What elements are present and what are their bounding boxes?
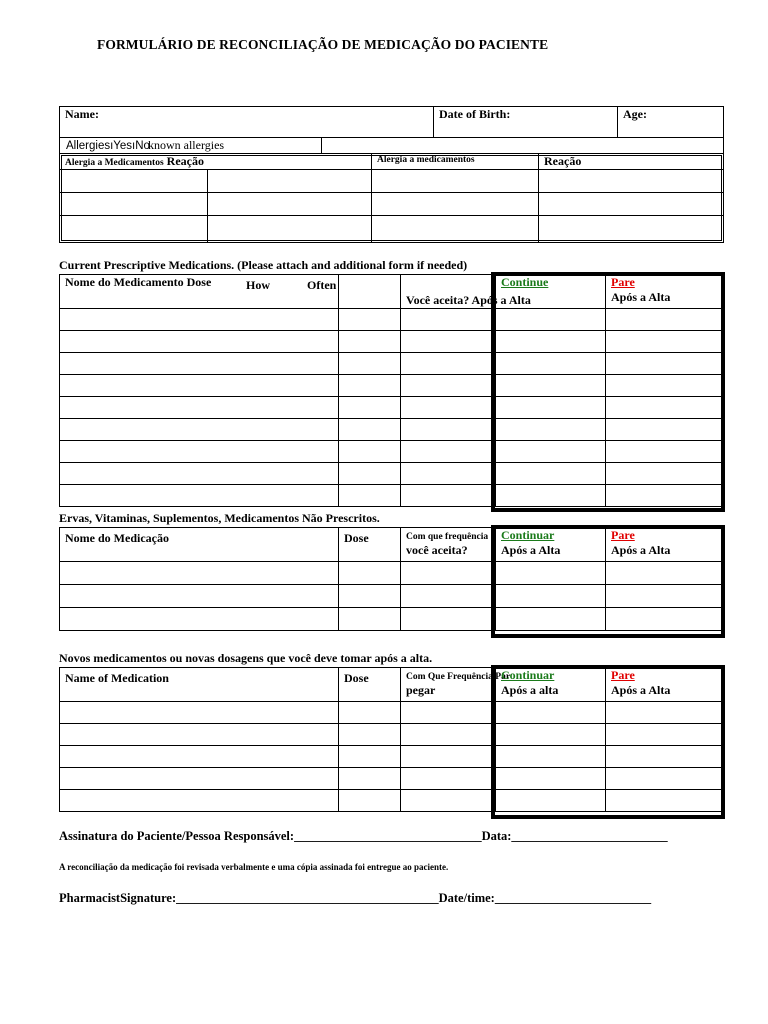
patient-info-table bbox=[59, 106, 724, 138]
entry-cell[interactable] bbox=[60, 702, 339, 724]
allergy-cell[interactable] bbox=[60, 216, 208, 243]
entry-cell[interactable] bbox=[60, 790, 339, 812]
otc-meds-table bbox=[59, 527, 724, 631]
age-field[interactable] bbox=[618, 107, 724, 138]
entry-cell[interactable] bbox=[339, 463, 401, 485]
entry-cell[interactable] bbox=[606, 746, 724, 768]
entry-cell[interactable] bbox=[339, 353, 401, 375]
entry-cell[interactable] bbox=[401, 746, 496, 768]
entry-cell[interactable] bbox=[496, 397, 606, 419]
allergy-header-left: Alergia a Medicamentos Reação bbox=[60, 154, 372, 170]
entry-cell[interactable] bbox=[496, 331, 606, 353]
allergy-cell[interactable] bbox=[208, 216, 372, 243]
entry-cell[interactable] bbox=[60, 768, 339, 790]
entry-cell[interactable] bbox=[339, 419, 401, 441]
table-row bbox=[60, 309, 724, 331]
entry-cell[interactable] bbox=[339, 331, 401, 353]
dob-label: Date of Birth: bbox=[439, 107, 511, 121]
table-row bbox=[60, 608, 724, 631]
entry-cell[interactable] bbox=[339, 702, 401, 724]
table-row bbox=[60, 724, 724, 746]
entry-cell[interactable] bbox=[60, 331, 339, 353]
entry-cell[interactable] bbox=[401, 562, 496, 585]
known-allergies-label: known allergies bbox=[147, 138, 225, 152]
current-col-name: Nome do Medicamento Dose How Often bbox=[60, 275, 339, 309]
entry-cell[interactable] bbox=[60, 397, 339, 419]
new-col-dose: Dose bbox=[339, 668, 401, 702]
entry-cell[interactable] bbox=[60, 309, 339, 331]
entry-cell[interactable] bbox=[339, 746, 401, 768]
otc-col-stop: Pare Após a Alta bbox=[606, 528, 724, 562]
table-row bbox=[60, 768, 724, 790]
entry-cell[interactable] bbox=[339, 768, 401, 790]
new-col-stop: Pare Após a Alta bbox=[606, 668, 724, 702]
dob-field[interactable] bbox=[434, 107, 618, 138]
table-row bbox=[60, 790, 724, 812]
entry-cell[interactable] bbox=[606, 702, 724, 724]
entry-cell[interactable] bbox=[401, 768, 496, 790]
entry-cell[interactable] bbox=[606, 724, 724, 746]
allergy-header-col3: Alergia a medicamentos bbox=[372, 154, 539, 170]
entry-cell[interactable] bbox=[606, 309, 724, 331]
entry-cell[interactable] bbox=[60, 562, 339, 585]
entry-cell[interactable] bbox=[60, 724, 339, 746]
allergy-cell[interactable] bbox=[539, 216, 724, 243]
entry-cell[interactable] bbox=[339, 485, 401, 507]
entry-cell[interactable] bbox=[496, 608, 606, 631]
table-row bbox=[60, 331, 724, 353]
table-row bbox=[60, 562, 724, 585]
allergy-cell[interactable] bbox=[539, 193, 724, 216]
allergy-cell[interactable] bbox=[539, 170, 724, 193]
name-field[interactable] bbox=[60, 107, 434, 138]
entry-cell[interactable] bbox=[496, 441, 606, 463]
otc-col-dose: Dose bbox=[339, 528, 401, 562]
entry-cell[interactable] bbox=[339, 790, 401, 812]
new-meds-heading: Novos medicamentos ou novas dosagens que você deve tomar após a alta. bbox=[59, 651, 433, 665]
entry-cell[interactable] bbox=[606, 768, 724, 790]
entry-cell[interactable] bbox=[496, 419, 606, 441]
entry-cell[interactable] bbox=[401, 419, 496, 441]
entry-cell[interactable] bbox=[606, 608, 724, 631]
entry-cell[interactable] bbox=[339, 375, 401, 397]
allergy-cell[interactable] bbox=[60, 170, 208, 193]
entry-cell[interactable] bbox=[496, 375, 606, 397]
entry-cell[interactable] bbox=[606, 585, 724, 608]
otc-col-name: Nome do Medicação bbox=[60, 528, 339, 562]
table-row bbox=[60, 585, 724, 608]
age-label: Age: bbox=[623, 107, 647, 121]
entry-cell[interactable] bbox=[401, 463, 496, 485]
entry-cell[interactable] bbox=[496, 463, 606, 485]
new-col-freq: Com Que Frequência Par pegar bbox=[401, 668, 496, 702]
entry-cell[interactable] bbox=[60, 608, 339, 631]
allergy-cell[interactable] bbox=[372, 216, 539, 243]
entry-cell[interactable] bbox=[606, 485, 724, 507]
new-col-continue: Continuar Após a alta bbox=[496, 668, 606, 702]
entry-cell[interactable] bbox=[339, 562, 401, 585]
current-col-dose bbox=[339, 275, 401, 309]
otc-col-freq: Com que frequência você aceita? bbox=[401, 528, 496, 562]
entry-cell[interactable] bbox=[60, 375, 339, 397]
reconciliation-note: A reconciliação da medicação foi revisada verbalmente e uma cópia assinada foi entregue ao paciente. bbox=[59, 862, 449, 872]
entry-cell[interactable] bbox=[401, 724, 496, 746]
entry-cell[interactable] bbox=[401, 585, 496, 608]
entry-cell[interactable] bbox=[496, 702, 606, 724]
allergy-cell[interactable] bbox=[372, 193, 539, 216]
entry-cell[interactable] bbox=[606, 441, 724, 463]
entry-cell[interactable] bbox=[401, 790, 496, 812]
pharmacist-signature-line[interactable]: PharmacistSignature:__________________________________________Date/time:_________________________ bbox=[59, 891, 652, 905]
entry-cell[interactable] bbox=[60, 746, 339, 768]
table-row bbox=[60, 419, 724, 441]
entry-cell[interactable] bbox=[496, 746, 606, 768]
allergy-table bbox=[59, 153, 724, 243]
current-col-freq: Você aceita? Após a Alta bbox=[401, 275, 496, 309]
entry-cell[interactable] bbox=[496, 585, 606, 608]
current-col-stop: Pare Após a Alta bbox=[606, 275, 724, 309]
allergy-header-col4: Reação bbox=[539, 154, 724, 170]
page-title: FORMULÁRIO DE RECONCILIAÇÃO DE MEDICAÇÃO DO PACIENTE bbox=[97, 37, 549, 52]
allergy-cell[interactable] bbox=[60, 193, 208, 216]
table-row bbox=[60, 702, 724, 724]
current-meds-heading: Current Prescriptive Medications. (Please attach and additional form if needed) bbox=[59, 258, 468, 272]
table-row bbox=[60, 441, 724, 463]
allergy-cell[interactable] bbox=[208, 193, 372, 216]
entry-cell[interactable] bbox=[60, 585, 339, 608]
allergy-cell[interactable] bbox=[372, 170, 539, 193]
entry-cell[interactable] bbox=[401, 375, 496, 397]
entry-cell[interactable] bbox=[401, 441, 496, 463]
entry-cell[interactable] bbox=[60, 353, 339, 375]
otc-meds-heading: Ervas, Vitaminas, Suplementos, Medicamentos Não Prescritos. bbox=[59, 511, 380, 525]
entry-cell[interactable] bbox=[606, 790, 724, 812]
entry-cell[interactable] bbox=[401, 309, 496, 331]
entry-cell[interactable] bbox=[339, 585, 401, 608]
entry-cell[interactable] bbox=[606, 562, 724, 585]
table-row bbox=[60, 746, 724, 768]
entry-cell[interactable] bbox=[496, 309, 606, 331]
entry-cell[interactable] bbox=[60, 419, 339, 441]
allergy-cell[interactable] bbox=[208, 170, 372, 193]
entry-cell[interactable] bbox=[606, 331, 724, 353]
table-row bbox=[60, 353, 724, 375]
entry-cell[interactable] bbox=[339, 724, 401, 746]
allergies-cell[interactable] bbox=[60, 138, 322, 154]
allergies-row bbox=[59, 137, 724, 154]
entry-cell[interactable] bbox=[606, 375, 724, 397]
table-row bbox=[60, 463, 724, 485]
table-row bbox=[60, 485, 724, 507]
entry-cell[interactable] bbox=[339, 441, 401, 463]
table-row bbox=[60, 397, 724, 419]
table-row bbox=[60, 375, 724, 397]
entry-cell[interactable] bbox=[496, 768, 606, 790]
entry-cell[interactable] bbox=[60, 485, 339, 507]
entry-cell[interactable] bbox=[496, 485, 606, 507]
entry-cell[interactable] bbox=[339, 608, 401, 631]
current-col-continue: Continue bbox=[496, 275, 606, 309]
new-meds-table bbox=[59, 667, 724, 812]
new-col-name: Name of Medication bbox=[60, 668, 339, 702]
current-meds-table bbox=[59, 274, 724, 507]
entry-cell[interactable] bbox=[606, 419, 724, 441]
patient-signature-line[interactable]: Assinatura do Paciente/Pessoa Responsável:______________________________Data:_________________________ bbox=[59, 829, 668, 843]
entry-cell[interactable] bbox=[339, 309, 401, 331]
entry-cell[interactable] bbox=[496, 724, 606, 746]
entry-cell[interactable] bbox=[606, 397, 724, 419]
entry-cell[interactable] bbox=[496, 790, 606, 812]
entry-cell[interactable] bbox=[401, 397, 496, 419]
entry-cell[interactable] bbox=[496, 353, 606, 375]
entry-cell[interactable] bbox=[401, 702, 496, 724]
entry-cell[interactable] bbox=[606, 353, 724, 375]
entry-cell[interactable] bbox=[401, 608, 496, 631]
allergies-extra-cell[interactable] bbox=[322, 138, 724, 154]
entry-cell[interactable] bbox=[401, 485, 496, 507]
entry-cell[interactable] bbox=[60, 463, 339, 485]
name-label: Name: bbox=[65, 107, 99, 121]
entry-cell[interactable] bbox=[60, 441, 339, 463]
entry-cell[interactable] bbox=[401, 331, 496, 353]
entry-cell[interactable] bbox=[401, 353, 496, 375]
otc-col-continue: Continuar Após a Alta bbox=[496, 528, 606, 562]
entry-cell[interactable] bbox=[496, 562, 606, 585]
entry-cell[interactable] bbox=[339, 397, 401, 419]
allergies-label: AllergiesıYesıNo bbox=[66, 140, 150, 152]
entry-cell[interactable] bbox=[606, 463, 724, 485]
